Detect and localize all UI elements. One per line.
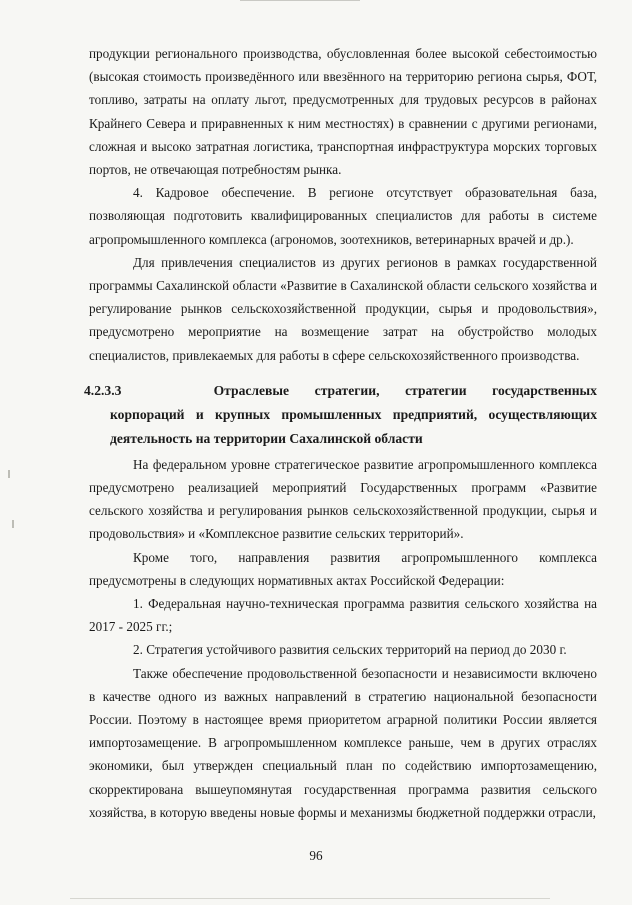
page-number: 96	[309, 848, 323, 863]
scan-artifact-dot	[12, 520, 14, 528]
list-item-1: 1. Федеральная научно-техническая программа развития сельского хозяйства на 2017 - 2025 гг.;	[89, 596, 597, 635]
document-page	[84, 42, 597, 824]
paragraph-staffing: 4. Кадровое обеспечение. В регионе отсутствует образовательная база, позволяющая подготовить квалифицированных специалистов для работы в системе агропромышленного комплекса (агрономов, зоотехников, ветеринарных врачей и др.).	[89, 185, 597, 247]
paragraph-costs: продукции регионального производства, обусловленная более высокой себестоимостью (высокая стоимость произведённого или ввезённого на территорию региона сырья, ФОТ, топливо, затраты на оплату льгот, предусмотренных для трудовых ресурсов в районах Крайнего Севера и приравненных к ним местностях) в сравнении с другими регионами, сложная и высоко затратная логистика, транспортная инфраструктура морских торговых портов, не отвечающая потребностям рынка.	[89, 46, 597, 178]
section-heading-continuation: корпораций и крупных промышленных предприятий, осуществляющих деятельность на территории Сахалинской области	[110, 406, 597, 446]
heading-word: Отраслевые	[213, 382, 290, 398]
scan-artifact-top	[240, 0, 360, 1]
heading-word: стратегии,	[314, 382, 380, 398]
heading-word: государственных	[492, 382, 597, 398]
paragraph-food-security: Также обеспечение продовольственной безопасности и независимости включено в качестве одного из важных направлений в стратегию национальной безопасности России. Поэтому в настоящее время приоритетом аграрной политики России является импортозамещение. В агропромышленном комплексе раньше, чем в других отраслях экономики, был утвержден специальный план по содействию импортозамещению, скорректирована вышеупомянутая государственная программа развития сельского хозяйства, в которую введены новые формы и механизмы бюджетной поддержки отрасли,	[89, 665, 597, 820]
scan-artifact-bottom	[70, 898, 550, 899]
paragraph-federal-level: На федеральном уровне стратегическое развитие агропромышленного комплекса предусмотрено реализацией мероприятий Государственных программ «Развитие сельского хозяйства и регулирования рынков сельскохозяйственной продукции, сырья и продовольствия» и «Комплексное развитие сельских территорий».	[89, 456, 597, 542]
section-heading-first-line	[84, 379, 597, 403]
section-number: 4.2.3.3	[84, 382, 122, 398]
scan-artifact-dot	[8, 470, 10, 478]
section-heading	[84, 379, 597, 451]
paragraph-specialists: Для привлечения специалистов из других регионов в рамках государственной программы Сахалинской области «Развитие в Сахалинской области сельского хозяйства и регулирование рынков сельскохозяйственной продукции, сырья и продовольствия», предусмотрено мероприятие на возмещение затрат на обустройство молодых специалистов, привлекаемых для работы в сфере сельскохозяйственного производства.	[89, 254, 597, 363]
list-item-2: 2. Стратегия устойчивого развития сельских территорий на период до 2030 г.	[133, 642, 567, 658]
paragraph-normative-acts: Кроме того, направления развития агропромышленного комплекса предусмотрены в следующих нормативных актах Российской Федерации:	[89, 549, 597, 588]
heading-word: стратегии	[405, 382, 467, 398]
